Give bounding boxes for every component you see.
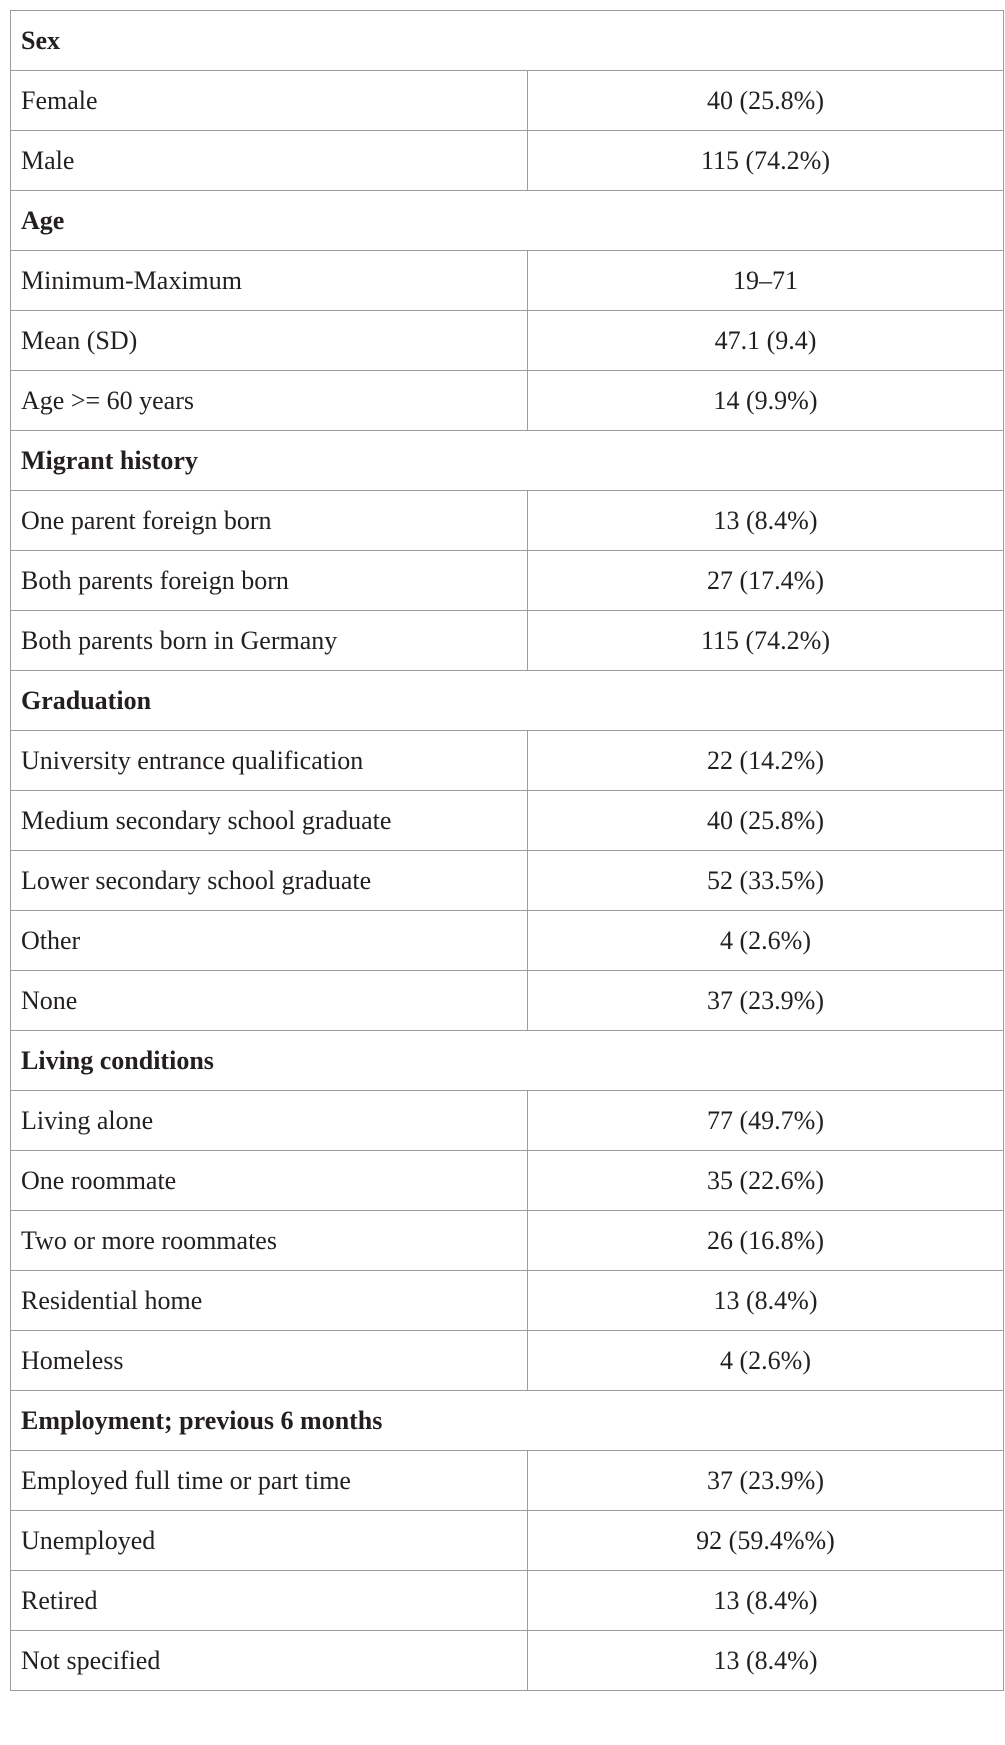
row-value: 37 (23.9%) xyxy=(528,971,1004,1031)
table-row xyxy=(11,131,1004,191)
row-label: One roommate xyxy=(11,1151,528,1211)
table-row xyxy=(11,851,1004,911)
table-row xyxy=(11,971,1004,1031)
row-value: 27 (17.4%) xyxy=(528,551,1004,611)
row-value: 115 (74.2%) xyxy=(528,131,1004,191)
row-value: 52 (33.5%) xyxy=(528,851,1004,911)
row-label: Living alone xyxy=(11,1091,528,1151)
table-body xyxy=(11,11,1004,1691)
section-heading: Age xyxy=(11,191,1004,251)
row-value: 13 (8.4%) xyxy=(528,1271,1004,1331)
table-row xyxy=(11,1631,1004,1691)
table-row xyxy=(11,311,1004,371)
section-heading: Employment; previous 6 months xyxy=(11,1391,1004,1451)
demographics-table xyxy=(10,10,1004,1691)
row-label: Homeless xyxy=(11,1331,528,1391)
table-row xyxy=(11,71,1004,131)
row-value: 40 (25.8%) xyxy=(528,71,1004,131)
row-label: Mean (SD) xyxy=(11,311,528,371)
section-header-row xyxy=(11,431,1004,491)
row-label: None xyxy=(11,971,528,1031)
row-label: One parent foreign born xyxy=(11,491,528,551)
row-value: 14 (9.9%) xyxy=(528,371,1004,431)
row-value: 4 (2.6%) xyxy=(528,1331,1004,1391)
row-label: University entrance qualification xyxy=(11,731,528,791)
row-value: 13 (8.4%) xyxy=(528,491,1004,551)
table-row xyxy=(11,551,1004,611)
row-value: 37 (23.9%) xyxy=(528,1451,1004,1511)
table-row xyxy=(11,911,1004,971)
section-header-row xyxy=(11,1031,1004,1091)
table-row xyxy=(11,1271,1004,1331)
row-value: 35 (22.6%) xyxy=(528,1151,1004,1211)
table-row xyxy=(11,1571,1004,1631)
section-heading: Migrant history xyxy=(11,431,1004,491)
row-label: Both parents foreign born xyxy=(11,551,528,611)
row-label: Not specified xyxy=(11,1631,528,1691)
table-row xyxy=(11,791,1004,851)
row-value: 13 (8.4%) xyxy=(528,1631,1004,1691)
table-row xyxy=(11,1091,1004,1151)
table-row xyxy=(11,731,1004,791)
table-row xyxy=(11,1451,1004,1511)
row-value: 4 (2.6%) xyxy=(528,911,1004,971)
row-label: Residential home xyxy=(11,1271,528,1331)
table-row xyxy=(11,491,1004,551)
row-value: 26 (16.8%) xyxy=(528,1211,1004,1271)
table-row xyxy=(11,1151,1004,1211)
table-row xyxy=(11,611,1004,671)
table-row xyxy=(11,1331,1004,1391)
table-row xyxy=(11,1511,1004,1571)
row-label: Male xyxy=(11,131,528,191)
row-label: Unemployed xyxy=(11,1511,528,1571)
row-label: Both parents born in Germany xyxy=(11,611,528,671)
row-label: Age >= 60 years xyxy=(11,371,528,431)
row-value: 13 (8.4%) xyxy=(528,1571,1004,1631)
section-header-row xyxy=(11,1391,1004,1451)
row-value: 22 (14.2%) xyxy=(528,731,1004,791)
demographics-table-container xyxy=(10,10,1003,1691)
row-label: Minimum-Maximum xyxy=(11,251,528,311)
row-label: Employed full time or part time xyxy=(11,1451,528,1511)
row-value: 19–71 xyxy=(528,251,1004,311)
row-value: 115 (74.2%) xyxy=(528,611,1004,671)
section-header-row xyxy=(11,191,1004,251)
section-header-row xyxy=(11,11,1004,71)
section-heading: Living conditions xyxy=(11,1031,1004,1091)
section-heading: Graduation xyxy=(11,671,1004,731)
row-label: Female xyxy=(11,71,528,131)
row-label: Lower secondary school graduate xyxy=(11,851,528,911)
row-value: 77 (49.7%) xyxy=(528,1091,1004,1151)
table-row xyxy=(11,371,1004,431)
table-row xyxy=(11,1211,1004,1271)
row-value: 92 (59.4%%) xyxy=(528,1511,1004,1571)
section-header-row xyxy=(11,671,1004,731)
row-value: 40 (25.8%) xyxy=(528,791,1004,851)
row-label: Two or more roommates xyxy=(11,1211,528,1271)
section-heading: Sex xyxy=(11,11,1004,71)
row-label: Medium secondary school graduate xyxy=(11,791,528,851)
table-row xyxy=(11,251,1004,311)
row-value: 47.1 (9.4) xyxy=(528,311,1004,371)
row-label: Retired xyxy=(11,1571,528,1631)
row-label: Other xyxy=(11,911,528,971)
